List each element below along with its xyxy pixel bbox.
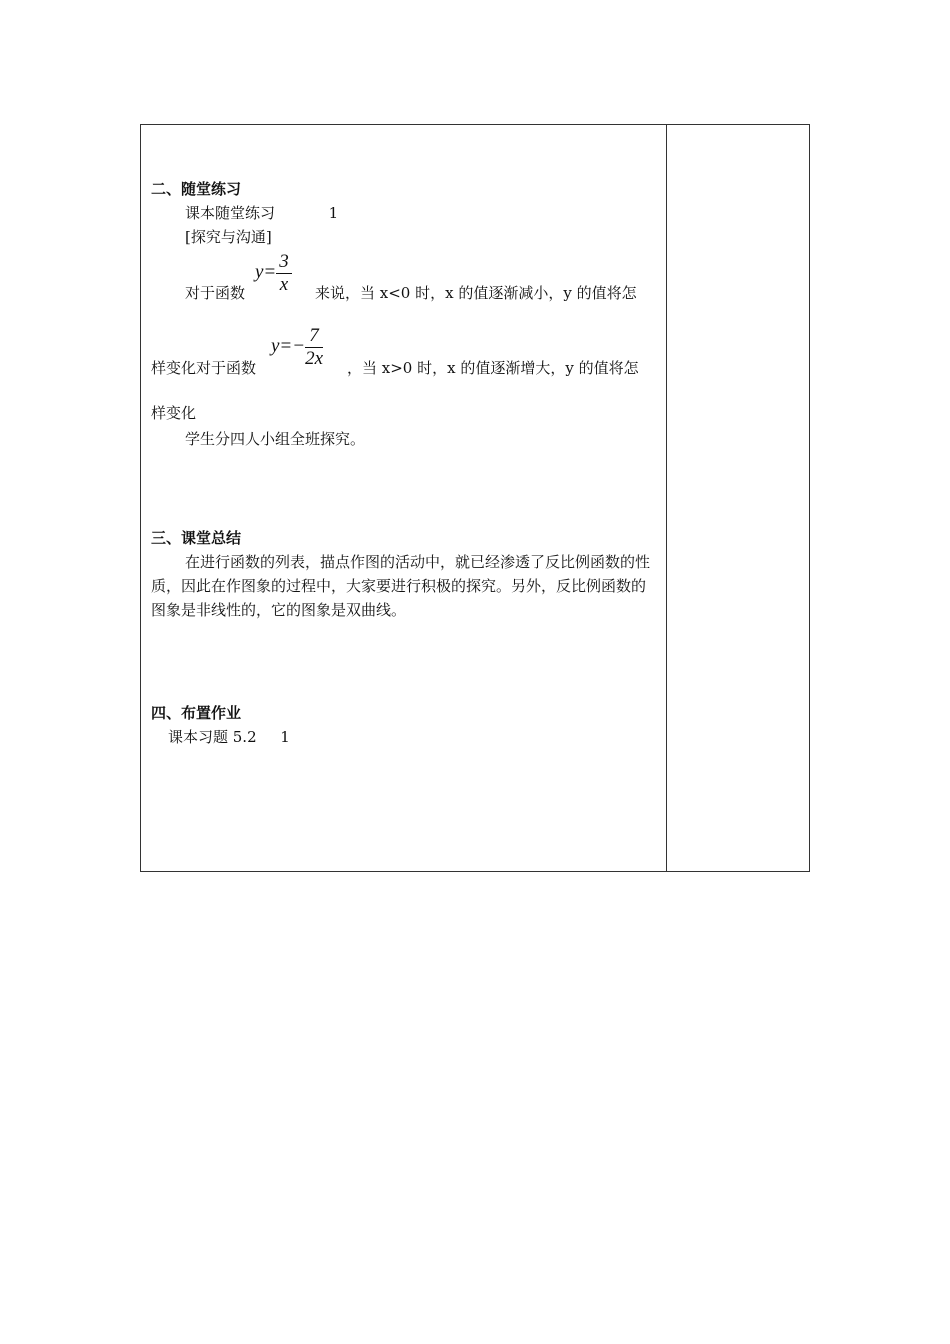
column-divider bbox=[666, 125, 667, 871]
question-2-suffix: ，当 x>0 时，x 的值逐渐增大，y 的值将怎 bbox=[347, 359, 639, 377]
question-1-suffix: 来说，当 x<0 时，x 的值逐渐减小，y 的值将怎 bbox=[315, 284, 637, 302]
formula-y-equals-3-over-x: y= $\frac{3}{x}$ bbox=[255, 251, 292, 296]
exercise-line bbox=[185, 203, 338, 223]
question-2-prefix: 样变化对于函数 bbox=[151, 359, 257, 377]
section-heading-practice: 二、随堂练习 bbox=[151, 180, 242, 198]
homework-label: 课本习题 5.2 bbox=[168, 728, 257, 746]
exercise-label: 课本随堂练习 bbox=[185, 204, 276, 222]
summary-paragraph: 在进行函数的列表，描点作图的活动中，就已经渗透了反比例函数的性质，因此在作图象的过程中，大家要进行积极的探究。另外，反比例函数的图象是非线性的，它的图象是双曲线。 bbox=[151, 553, 651, 619]
exercise-number: 1 bbox=[328, 204, 339, 222]
question-2-end: 样变化 bbox=[151, 404, 197, 422]
homework-line bbox=[168, 727, 290, 747]
homework-number: 1 bbox=[280, 728, 290, 746]
section-heading-homework: 四、布置作业 bbox=[151, 704, 242, 722]
question-1-prefix: 对于函数 bbox=[185, 284, 246, 302]
section-heading-summary: 三、课堂总结 bbox=[151, 529, 242, 547]
explore-label: [探究与沟通] bbox=[185, 228, 272, 246]
formula-y-equals-neg-7-over-2x: y=− $\frac{7}{2x}$ bbox=[271, 325, 324, 369]
activity-text: 学生分四人小组全班探究。 bbox=[185, 430, 366, 448]
lesson-table bbox=[140, 124, 810, 872]
